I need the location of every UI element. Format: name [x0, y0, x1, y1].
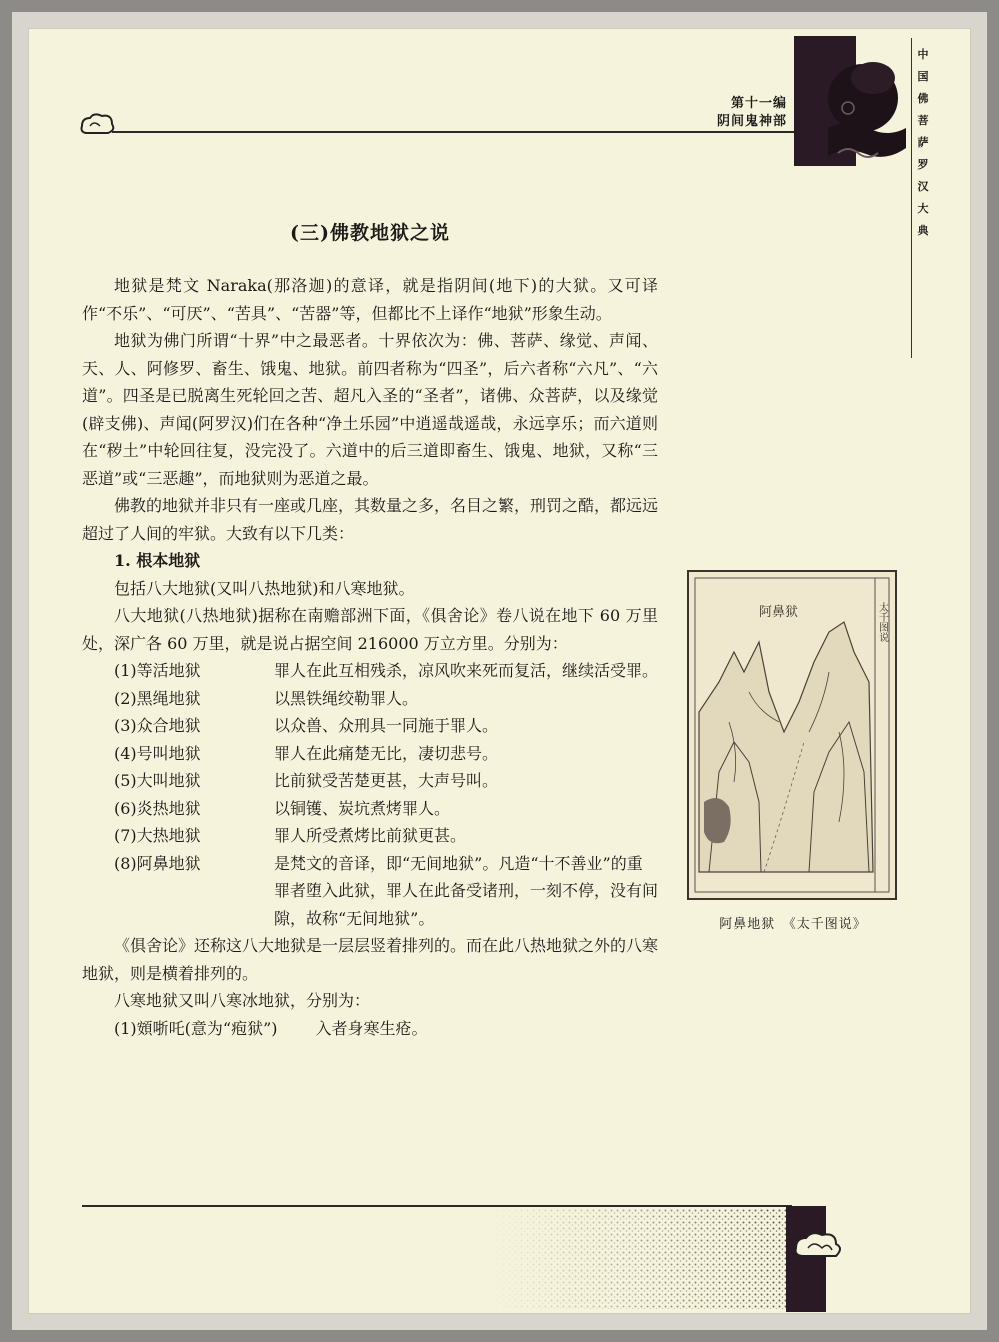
- paragraph: 八大地狱(八热地狱)据称在南赡部洲下面，《俱舍论》卷八说在地下 60 万里处，深广各 60 万里，就是说占据空间 216000 万立方里。分别为：: [82, 606, 658, 653]
- guardian-figure-icon: [808, 58, 908, 168]
- book-side-title: 中国佛菩萨罗汉大典: [917, 48, 929, 237]
- section-name: 阴间鬼神部: [716, 114, 787, 129]
- subheading: 1. 根本地狱: [114, 551, 201, 570]
- paragraph: 地狱是梵文 Naraka(那洛迦)的意译，就是指阴间(地下)的大狱。又可译作“不乐”、“可厌”、“苦具”、“苦器”等，但都比不上译作“地狱”形象生动。: [82, 276, 658, 323]
- illustration-side-inscription: 太千图说: [876, 602, 888, 642]
- paragraph: 八寒地狱又叫八寒冰地狱，分别为：: [114, 991, 371, 1010]
- list-item: (3)众合地狱 以众兽、众刑具一同施于罪人。: [114, 716, 499, 735]
- paragraph: 包括八大地狱(又叫八热地狱)和八寒地狱。: [114, 578, 415, 598]
- list-item: (4)号叫地狱 罪人在此痛楚无比，凄切悲号。: [114, 743, 499, 763]
- illustration: [687, 570, 897, 900]
- illustration-inscription: 阿鼻狱: [759, 605, 799, 620]
- section-heading: [717, 95, 787, 131]
- main-text: [82, 272, 658, 1042]
- list-item: (1)等活地狱 罪人在此互相残杀，凉风吹来死而复活，继续活受罪。: [114, 661, 659, 680]
- list-item: (2)黑绳地狱 以黑铁绳绞勒罪人。: [114, 688, 419, 708]
- cloud-ornament-icon: [790, 1226, 852, 1262]
- side-rule: [911, 38, 912, 358]
- paragraph: 地狱为佛门所谓“十界”中之最恶者。十界依次为：佛、菩萨、缘觉、声闻、天、人、阿修罗、畜生、饿鬼、地狱。前四者称为“四圣”，后六者称“六凡”、“六道”。四圣是已脱离生死轮回之苦、超凡入圣的“圣者”，诸佛、众菩萨，以及缘觉(辟支佛)、声闻(阿罗汉)们在各种“净土乐园”中逍遥哉遥哉，永远享乐；而六道则在“秽土”中轮回往复，没完没了。六道中的后三道即畜生、饿鬼、地狱，又称“三恶道”或“三恶趣”，而地狱则为恶道之最。: [82, 331, 658, 488]
- mountain-landscape-image: [689, 572, 895, 898]
- footer-rule: [82, 1205, 792, 1207]
- list-item: (1)頞哳吒(意为“疱狱”) 入者身寒生疮。: [114, 1018, 428, 1038]
- list-item: (6)炎热地狱 以铜镬、炭坑煮烤罪人。: [114, 798, 451, 818]
- list-item: (8)阿鼻地狱 是梵文的音译，即“无间地狱”。凡造“十不善业”的重罪者堕入此狱，罪人在此备受诸刑，一刻不停，没有间隙，故称“无间地狱”。: [114, 853, 659, 928]
- footer-texture: [490, 1209, 790, 1309]
- list-item: (7)大热地狱 罪人所受煮烤比前狱更甚。: [114, 826, 467, 845]
- paragraph: 佛教的地狱并非只有一座或几座，其数量之多，名目之繁，刑罚之酷，都远远超过了人间的牢狱。大致有以下几类：: [82, 496, 659, 543]
- section-number: 第十一编: [730, 96, 787, 111]
- paragraph: 《俱舍论》还称这八大地狱是一层层竖着排列的。而在此八热地狱之外的八寒地狱，则是横着排列的。: [82, 936, 659, 983]
- header-rule: [112, 131, 802, 133]
- list-item: (5)大叫地狱 比前狱受苦楚更甚，大声号叫。: [114, 771, 499, 790]
- section-title: (三)佛教地狱之说: [290, 222, 450, 244]
- illustration-caption: 阿鼻地狱 《太千图说》: [719, 917, 867, 932]
